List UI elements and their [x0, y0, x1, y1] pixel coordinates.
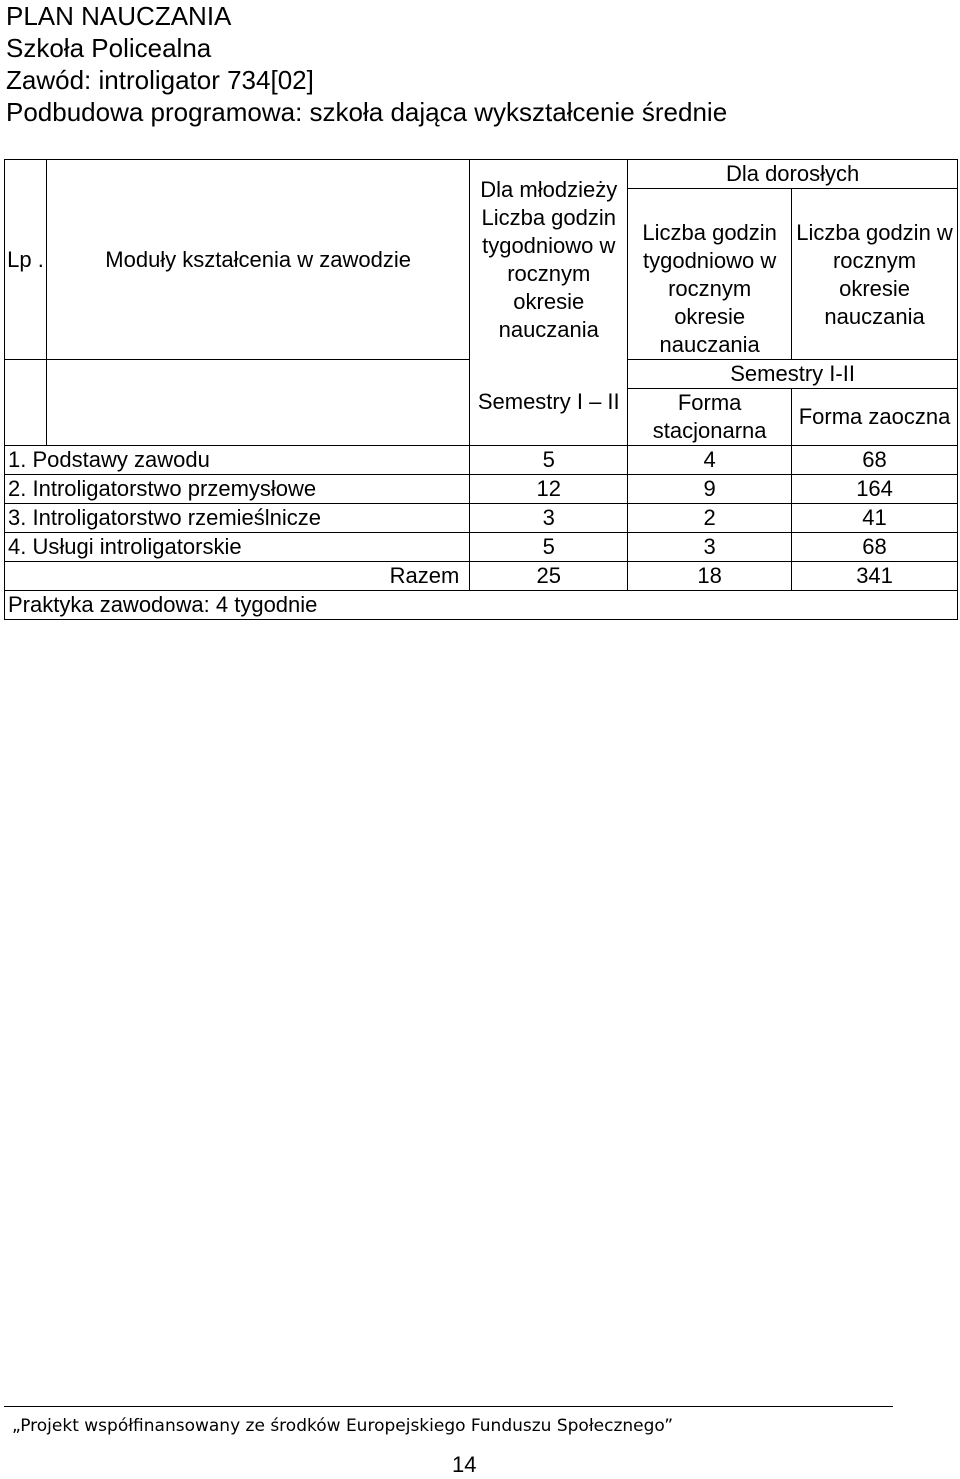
module-name: Usługi introligatorskie: [32, 534, 242, 559]
table-row: [5, 475, 958, 504]
school-name: Szkoła Policealna: [6, 33, 212, 63]
row-number: 1.: [8, 447, 27, 472]
adults-semesters: Semestry I-II: [628, 360, 958, 389]
module-name: Introligatorstwo przemysłowe: [32, 476, 317, 501]
stationary-hours: 3: [628, 533, 792, 562]
modules-header: Moduły kształcenia w zawodzie: [46, 160, 469, 360]
adults-weekly-header: Liczba godzin tygodniowo w rocznym okresie nauczania: [628, 189, 792, 360]
total-youth: 25: [470, 562, 628, 591]
lp-spacer: [5, 360, 47, 446]
youth-semesters: Semestry I – II: [470, 360, 628, 446]
form-extramural-header: Forma zaoczna: [792, 389, 958, 446]
footer-divider: [4, 1406, 893, 1407]
basis-line: Podbudowa programowa: szkoła dająca wykształcenie średnie: [6, 97, 728, 127]
youth-hours: 5: [470, 533, 628, 562]
extramural-hours: 41: [792, 504, 958, 533]
total-stationary: 18: [628, 562, 792, 591]
document-header: [6, 0, 727, 128]
row-number: 3.: [8, 505, 27, 530]
footer-funding-note: „Projekt współfinansowany ze środków Europejskiego Funduszu Społecznego”: [12, 1416, 674, 1436]
extramural-hours: 68: [792, 533, 958, 562]
extramural-hours: 68: [792, 446, 958, 475]
page-number: 14: [452, 1452, 477, 1477]
total-row: [5, 562, 958, 591]
lp-header: Lp .: [5, 160, 47, 360]
stationary-hours: 2: [628, 504, 792, 533]
youth-header: Dla młodzieży Liczba godzin tygodniowo w rocznym okresie nauczania: [470, 160, 628, 360]
table-row: [5, 446, 958, 475]
youth-hours: 12: [470, 475, 628, 504]
plan-title: PLAN NAUCZANIA: [6, 1, 232, 31]
adults-yearly-header: Liczba godzin w rocznym okresie nauczania: [792, 189, 958, 360]
row-number: 4.: [8, 534, 27, 559]
table-row: [5, 533, 958, 562]
total-label: Razem: [5, 562, 470, 591]
extramural-hours: 164: [792, 475, 958, 504]
stationary-hours: 4: [628, 446, 792, 475]
total-extramural: 341: [792, 562, 958, 591]
table-row: [5, 504, 958, 533]
profession-line: Zawód: introligator 734[02]: [6, 65, 314, 95]
practice-row: [5, 591, 958, 620]
youth-hours: 3: [470, 504, 628, 533]
youth-hours: 5: [470, 446, 628, 475]
curriculum-table: [4, 159, 958, 620]
practice-note: Praktyka zawodowa: 4 tygodnie: [5, 591, 958, 620]
module-name: Introligatorstwo rzemieślnicze: [32, 505, 322, 530]
modules-spacer: [46, 360, 469, 446]
form-stationary-header: Forma stacjonarna: [628, 389, 792, 446]
row-number: 2.: [8, 476, 27, 501]
adults-header: Dla dorosłych: [628, 160, 958, 189]
module-name: Podstawy zawodu: [32, 447, 210, 472]
stationary-hours: 9: [628, 475, 792, 504]
